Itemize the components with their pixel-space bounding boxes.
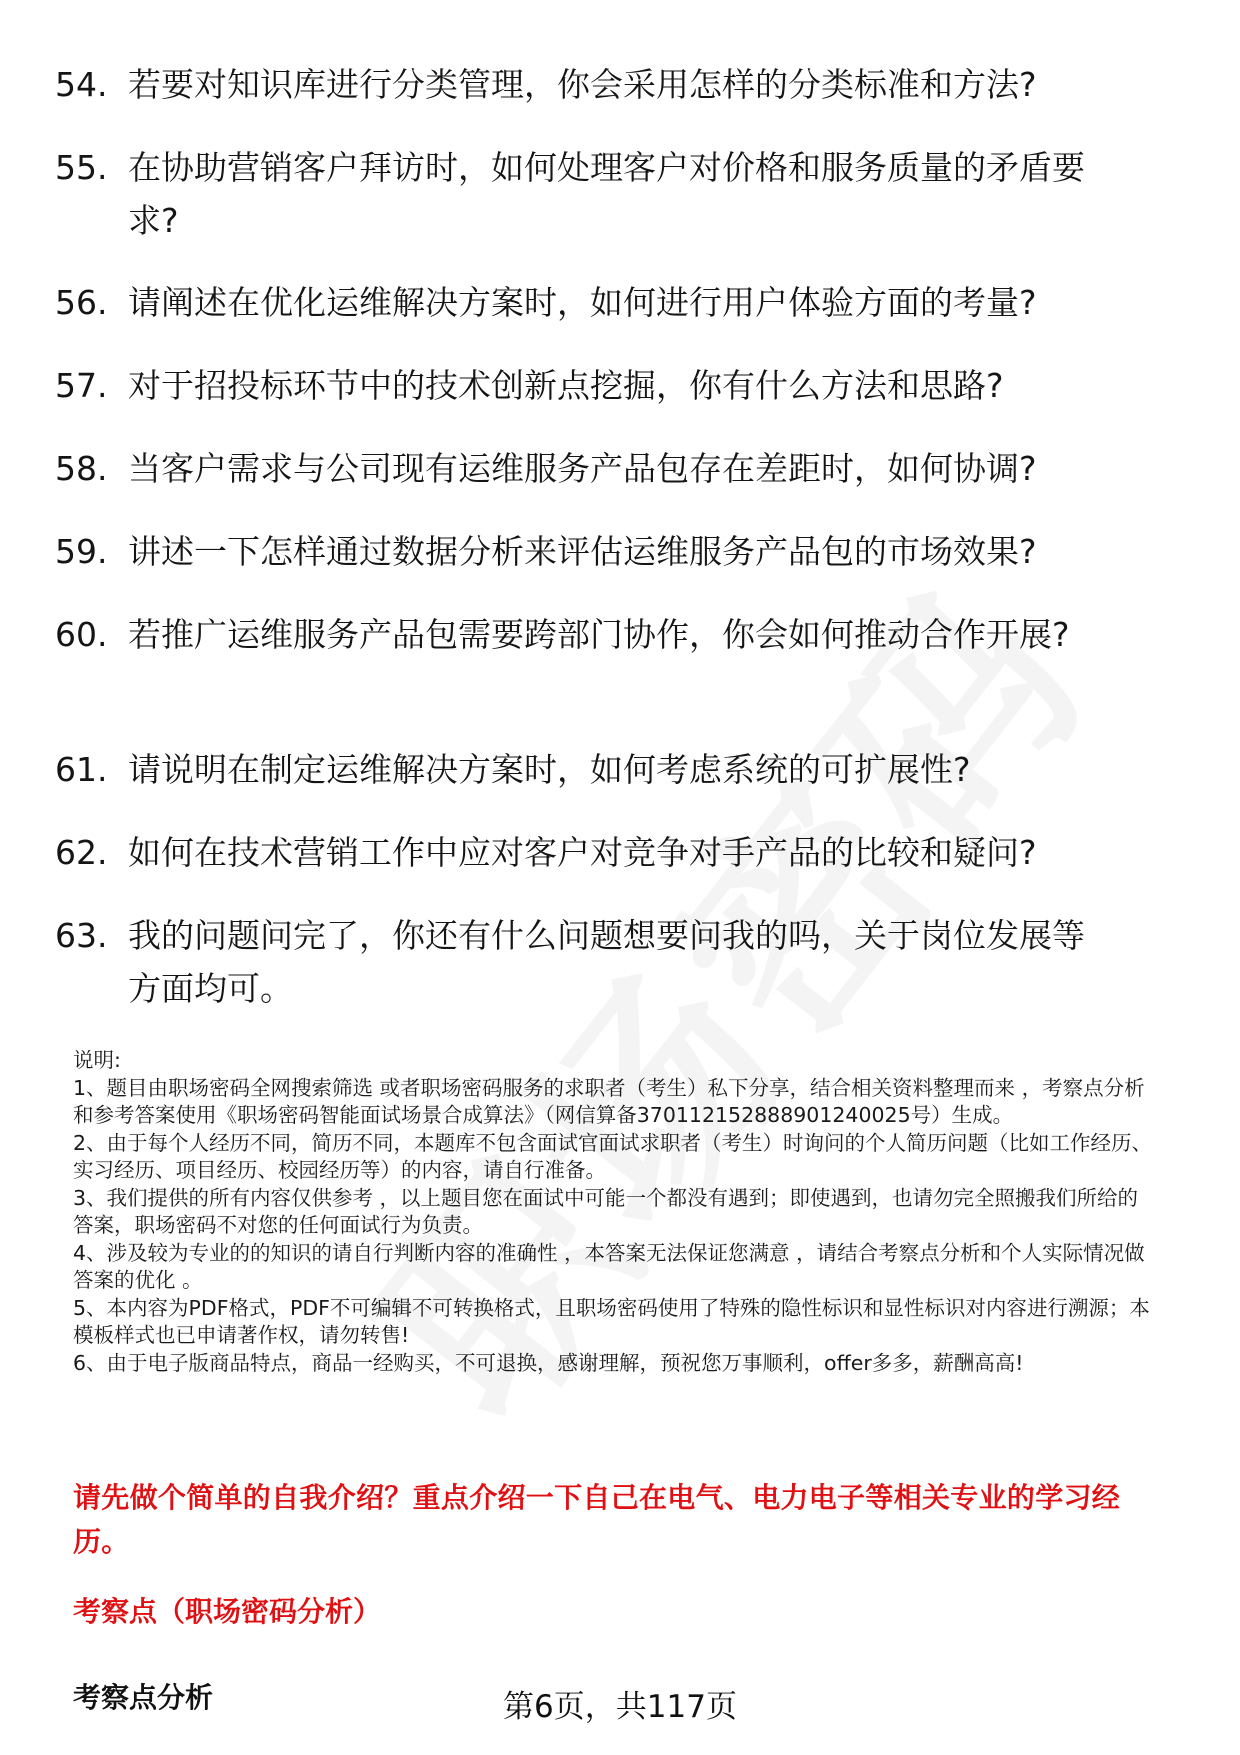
question-text: 如何在技术营销工作中应对客户对竞争对手产品的比较和疑问? — [128, 833, 1037, 872]
question-text: 在协助营销客户拜访时，如何处理客户对价格和服务质量的矛盾要求? — [128, 148, 1085, 240]
question-item — [55, 359, 1155, 412]
question-number: 57. — [55, 366, 108, 405]
question-number: 56. — [55, 283, 108, 322]
question-number: 59. — [55, 532, 108, 571]
question-text: 请阐述在优化运维解决方案时，如何进行用户体验方面的考量? — [128, 283, 1037, 322]
question-text: 当客户需求与公司现有运维服务产品包存在差距时，如何协调? — [128, 449, 1037, 488]
question-item — [55, 909, 1115, 1015]
question-item — [55, 58, 1155, 111]
question-item — [55, 141, 1095, 247]
notes-title: 说明: — [73, 1048, 121, 1072]
question-text: 请说明在制定运维解决方案时，如何考虑系统的可扩展性? — [128, 750, 971, 789]
page-footer: 第6页，共117页 — [503, 1689, 737, 1725]
note-item: 6、由于电子版商品特点，商品一经购买，不可退换，感谢理解，预祝您万事顺利，offer多多，薪酬高高! — [73, 1350, 1024, 1375]
question-number: 63. — [55, 916, 108, 955]
question-text: 我的问题问完了，你还有什么问题想要问我的吗，关于岗位发展等方面均可。 — [128, 916, 1085, 1008]
cut-off-heading-text: 考察点分析 — [73, 1681, 214, 1714]
note-item: 5、本内容为PDF格式，PDF不可编辑不可转换格式，且职场密码使用了特殊的隐性标识和显性标识对内容进行溯源；本模板样式也已申请著作权，请勿转售! — [73, 1295, 1150, 1347]
note-item: 1、题目由职场密码全网搜索筛选 或者职场密码服务的求职者（考生）私下分享，结合相关资料整理而来 ，考察点分析和参考答案使用《职场密码智能面试场景合成算法》（网信算备370112152888901240025号）生成。 — [73, 1075, 1145, 1127]
notes-section — [73, 1047, 1153, 1377]
note-item: 3、我们提供的所有内容仅供参考 ，以上题目您在面试中可能一个都没有遇到；即使遇到，也请勿完全照搬我们所给的答案，职场密码不对您的任何面试行为负责。 — [73, 1185, 1139, 1237]
question-text: 若要对知识库进行分类管理，你会采用怎样的分类标准和方法? — [128, 65, 1037, 104]
section-heading: 考察点（职场密码分析） — [73, 1595, 382, 1628]
question-text: 讲述一下怎样通过数据分析来评估运维服务产品包的市场效果? — [128, 532, 1037, 571]
question-text: 若推广运维服务产品包需要跨部门协作，你会如何推动合作开展? — [128, 615, 1070, 654]
question-item — [55, 276, 1155, 329]
question-number: 60. — [55, 615, 108, 654]
question-number: 54. — [55, 65, 108, 104]
note-item: 2、由于每个人经历不同，简历不同，本题库不包含面试官面试求职者（考生）时询问的个人简历问题（比如工作经历、实习经历、项目经历、校园经历等）的内容，请自行准备。 — [73, 1130, 1153, 1182]
question-number: 55. — [55, 148, 108, 187]
question-item — [55, 826, 1155, 879]
question-item — [55, 608, 1075, 661]
question-text: 对于招投标环节中的技术创新点挖掘，你有什么方法和思路? — [128, 366, 1004, 405]
highlight-question: 请先做个简单的自我介绍？重点介绍一下自己在电气、电力电子等相关专业的学习经历。 — [73, 1481, 1121, 1558]
question-item — [55, 743, 1155, 796]
question-number: 58. — [55, 449, 108, 488]
question-number: 62. — [55, 833, 108, 872]
question-item — [55, 525, 1155, 578]
question-number: 61. — [55, 750, 108, 789]
note-item: 4、涉及较为专业的的知识的请自行判断内容的准确性 ，本答案无法保证您满意 ，请结合考察点分析和个人实际情况做答案的优化 。 — [73, 1240, 1145, 1292]
question-item — [55, 442, 1155, 495]
